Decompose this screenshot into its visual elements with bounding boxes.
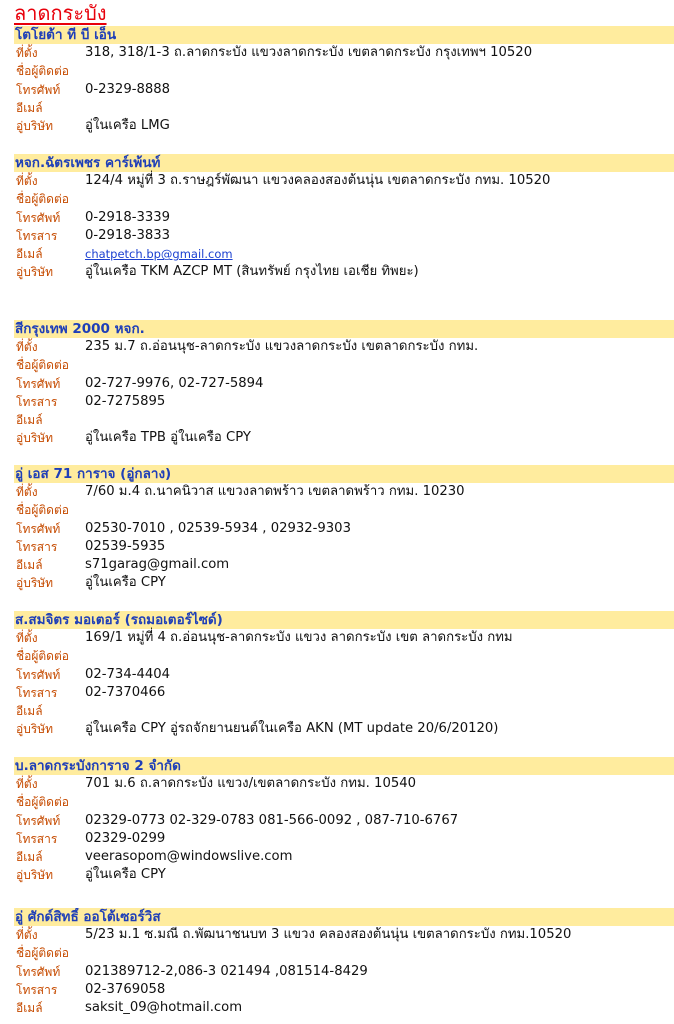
contact-row [14, 190, 674, 208]
company-row [14, 866, 674, 884]
phone-row [14, 812, 674, 830]
fax-row [14, 830, 674, 848]
phone-row [14, 666, 674, 684]
field-label: ชื่อผู้ติดต่อ [16, 946, 69, 961]
garage-entry [14, 465, 674, 593]
company-row [14, 117, 674, 135]
field-label: ชื่อผู้ติดต่อ [16, 503, 69, 518]
field-label: ที่ตั้ง [16, 631, 38, 645]
email-link[interactable]: chatpetch.bp@gmail.com [85, 247, 233, 262]
field-label: ที่ตั้ง [16, 928, 38, 942]
field-label: โทรสาร [16, 831, 58, 846]
field-value: 02539-5935 [85, 538, 166, 554]
address-row [14, 629, 674, 647]
field-label: อีเมล์ [16, 413, 43, 428]
field-label: อู่บริษัท [16, 868, 54, 883]
field-label: โทรศัพท์ [16, 210, 61, 225]
entry-title: สีกรุงเทพ 2000 หจก. [14, 320, 674, 338]
contact-row [14, 501, 674, 519]
email-row [14, 99, 674, 117]
contact-row [14, 356, 674, 374]
field-value: 0-2329-8888 [85, 81, 171, 97]
contact-row [14, 944, 674, 962]
phone-row [14, 520, 674, 538]
field-label: อู่บริษัท [16, 722, 54, 737]
field-label: ชื่อผู้ติดต่อ [16, 649, 69, 664]
field-value: s71garag@gmail.com [85, 557, 230, 573]
field-value: 02329-0299 [85, 830, 166, 846]
garage-entry [14, 26, 674, 135]
email-row [14, 411, 674, 429]
field-value: 124/4 หมู่ที่ 3 ถ.ราษฎร์พัฒนา แขวงคลองสองต้นนุ่น เขตลาดกระบัง กทม. 10520 [85, 173, 551, 188]
field-label: อู่บริษัท [16, 431, 54, 446]
field-label: อีเมล์ [16, 100, 43, 115]
address-row [14, 44, 674, 62]
field-value: 02329-0773 02-329-0783 081-566-0092 , 087-710-6767 [85, 812, 459, 828]
field-label: ชื่อผู้ติดต่อ [16, 64, 69, 79]
email-row [14, 556, 674, 574]
field-value: 02-727-9976, 02-727-5894 [85, 375, 264, 391]
field-label: โทรสาร [16, 394, 58, 409]
email-row [14, 999, 674, 1017]
field-label: อู่บริษัท [16, 576, 54, 591]
field-label: โทรสาร [16, 685, 58, 700]
fax-row [14, 684, 674, 702]
phone-row [14, 375, 674, 393]
fax-row [14, 981, 674, 999]
field-label: อู่บริษัท [16, 119, 54, 134]
field-label: โทรศัพท์ [16, 376, 61, 391]
field-value: 02-7275895 [85, 393, 166, 409]
contact-row [14, 647, 674, 665]
address-row [14, 483, 674, 501]
field-label: อีเมล์ [16, 850, 43, 865]
email-row [14, 245, 674, 263]
address-row [14, 338, 674, 356]
phone-row [14, 81, 674, 99]
fax-row [14, 393, 674, 411]
email-row [14, 702, 674, 720]
field-label: อีเมล์ [16, 247, 43, 262]
field-label: ที่ตั้ง [16, 340, 38, 354]
field-value: อู่ในเครือ CPY [85, 867, 166, 883]
field-value: 02-7370466 [85, 684, 166, 700]
contact-row [14, 62, 674, 80]
entry-title: อู่ เอส 71 การาจ (อู่กลาง) [14, 465, 674, 483]
company-row [14, 429, 674, 447]
field-value: อู่ในเครือ TPB อู่ในเครือ CPY [85, 430, 251, 446]
garage-entry [14, 908, 674, 1017]
field-value: อู่ในเครือ CPY [85, 575, 166, 591]
garage-entry [14, 154, 674, 282]
field-value: อู่ในเครือ TKM AZCP MT (สินทรัพย์ กรุงไทย เอเชีย ทิพยะ) [85, 264, 419, 280]
field-value: 02-734-4404 [85, 666, 171, 682]
field-value: saksit_09@hotmail.com [85, 1000, 243, 1016]
field-label: โทรศัพท์ [16, 964, 61, 979]
entry-title: โตโยต้า ที บี เอ็น [14, 26, 674, 44]
field-value: 235 ม.7 ถ.อ่อนนุช-ลาดกระบัง แขวงลาดกระบัง เขตลาดกระบัง กทม. [85, 339, 479, 354]
entry-title: บ.ลาดกระบังการาจ 2 จำกัด [14, 757, 674, 775]
field-value: 02530-7010 , 02539-5934 , 02932-9303 [85, 520, 351, 536]
entry-title: อู่ ศักด์สิทธิ์ ออโต้เซอร์วิส [14, 908, 674, 926]
field-value: อู่ในเครือ LMG [85, 118, 170, 134]
company-row [14, 574, 674, 592]
address-row [14, 926, 674, 944]
field-value: 5/23 ม.1 ซ.มณี ถ.พัฒนาชนบท 3 แขวง คลองสองต้นนุ่น เขตลาดกระบัง กทม.10520 [85, 927, 572, 942]
field-label: โทรสาร [16, 539, 58, 554]
field-value: 02-3769058 [85, 981, 166, 997]
garage-entry [14, 757, 674, 885]
company-row [14, 263, 674, 281]
field-value: 0-2918-3339 [85, 209, 171, 225]
contact-row [14, 793, 674, 811]
garage-entry [14, 611, 674, 739]
phone-row [14, 209, 674, 227]
field-label: ชื่อผู้ติดต่อ [16, 795, 69, 810]
field-label: ที่ตั้ง [16, 485, 38, 499]
field-label: อีเมล์ [16, 1001, 43, 1016]
field-label: อีเมล์ [16, 558, 43, 573]
field-label: โทรสาร [16, 228, 58, 243]
field-value: อู่ในเครือ CPY อู่รถจักยานยนต์ในเครือ AKN (MT update 20/6/20120) [85, 721, 499, 737]
address-row [14, 775, 674, 793]
field-label: อีเมล์ [16, 704, 43, 719]
email-row [14, 848, 674, 866]
entry-title: ส.สมจิตร มอเตอร์ (รถมอเตอร์ไซด์) [14, 611, 674, 629]
field-label: โทรศัพท์ [16, 82, 61, 97]
field-value: 318, 318/1-3 ถ.ลาดกระบัง แขวงลาดกระบัง เขตลาดกระบัง กรุงเทพฯ 10520 [85, 45, 533, 60]
field-value: 021389712-2,086-3 021494 ,081514-8429 [85, 963, 368, 979]
page-title: ลาดกระบัง [14, 1, 107, 25]
field-label: ที่ตั้ง [16, 46, 38, 60]
field-label: ชื่อผู้ติดต่อ [16, 192, 69, 207]
field-label: ชื่อผู้ติดต่อ [16, 358, 69, 373]
garage-entry [14, 320, 674, 448]
field-label: โทรสาร [16, 982, 58, 997]
company-row [14, 720, 674, 738]
address-row [14, 172, 674, 190]
phone-row [14, 963, 674, 981]
field-label: ที่ตั้ง [16, 777, 38, 791]
field-value: 0-2918-3833 [85, 227, 171, 243]
field-label: ที่ตั้ง [16, 174, 38, 188]
fax-row [14, 227, 674, 245]
field-value: 169/1 หมู่ที่ 4 ถ.อ่อนนุช-ลาดกระบัง แขวง ลาดกระบัง เขต ลาดกระบัง กทม [85, 630, 513, 645]
field-label: โทรศัพท์ [16, 667, 61, 682]
field-label: โทรศัพท์ [16, 521, 61, 536]
field-value: veerasopom@windowslive.com [85, 849, 293, 865]
field-value: 701 ม.6 ถ.ลาดกระบัง แขวง/เขตลาดกระบัง กทม. 10540 [85, 776, 417, 791]
field-label: อู่บริษัท [16, 265, 54, 280]
field-label: โทรศัพท์ [16, 813, 61, 828]
entry-title: หจก.ฉัตรเพชร คาร์เพ้นท์ [14, 154, 674, 172]
field-value: 7/60 ม.4 ถ.นาคนิวาส แขวงลาดพร้าว เขตลาดพร้าว กทม. 10230 [85, 484, 465, 499]
fax-row [14, 538, 674, 556]
